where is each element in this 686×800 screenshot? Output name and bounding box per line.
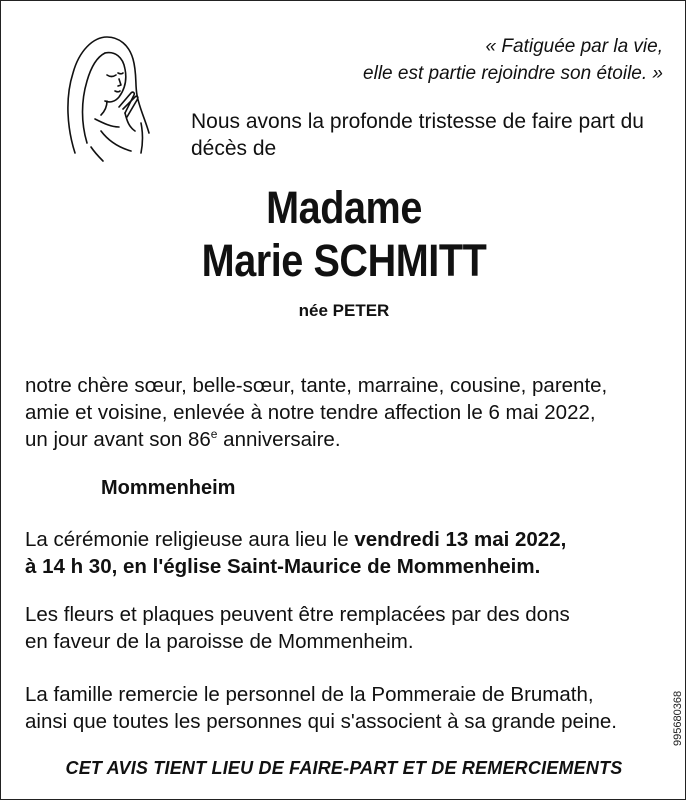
flowers-line: en faveur de la paroisse de Mommenheim. bbox=[25, 630, 414, 653]
praying-virgin-mary-icon bbox=[45, 23, 157, 163]
ceremony-location: à 14 h 30, en l'église Saint-Maurice de Mommenheim. bbox=[25, 555, 541, 578]
relation-text: anniversaire. bbox=[217, 428, 341, 451]
relation-line: amie et voisine, enlevée à notre tendre affection le 6 mai 2022, bbox=[25, 401, 596, 424]
ceremony-line bbox=[25, 553, 665, 580]
intro-text bbox=[191, 108, 661, 162]
ceremony-paragraph bbox=[25, 526, 665, 580]
relation-paragraph bbox=[25, 372, 665, 453]
ceremony-date: vendredi 13 mai 2022, bbox=[354, 528, 567, 551]
thanks-line: La famille remercie le personnel de la Pommeraie de Brumath, bbox=[25, 683, 594, 706]
maiden-name: née PETER bbox=[298, 301, 390, 320]
epigraph-quote bbox=[363, 33, 663, 87]
deceased-name-block bbox=[1, 181, 686, 321]
footer-statement: CET AVIS TIENT LIEU DE FAIRE-PART ET DE REMERCIEMENTS bbox=[65, 758, 623, 778]
relation-line bbox=[25, 426, 665, 453]
intro-line: décès de bbox=[191, 137, 277, 160]
intro-line: Nous avons la profonde tristesse de faire part du bbox=[191, 110, 644, 133]
deceased-title: Madame bbox=[266, 182, 422, 233]
ceremony-text: La cérémonie religieuse aura lieu le bbox=[25, 528, 355, 551]
flowers-line: Les fleurs et plaques peuvent être remplacées par des dons bbox=[25, 603, 570, 626]
flowers-paragraph bbox=[25, 601, 665, 655]
deceased-name: Marie SCHMITT bbox=[201, 235, 487, 286]
reference-number: 995680368 bbox=[672, 690, 684, 746]
ceremony-line bbox=[25, 526, 665, 553]
place-name: Mommenheim bbox=[101, 477, 236, 499]
thanks-paragraph bbox=[25, 681, 665, 735]
relation-text: un jour avant son 86 bbox=[25, 428, 211, 451]
quote-line: « Fatiguée par la vie, bbox=[485, 36, 663, 57]
quote-line: elle est partie rejoindre son étoile. » bbox=[363, 63, 663, 84]
ordinal-suffix: e bbox=[210, 427, 218, 442]
thanks-line: ainsi que toutes les personnes qui s'associent à sa grande peine. bbox=[25, 710, 617, 733]
relation-line: notre chère sœur, belle-sœur, tante, marraine, cousine, parente, bbox=[25, 374, 608, 397]
